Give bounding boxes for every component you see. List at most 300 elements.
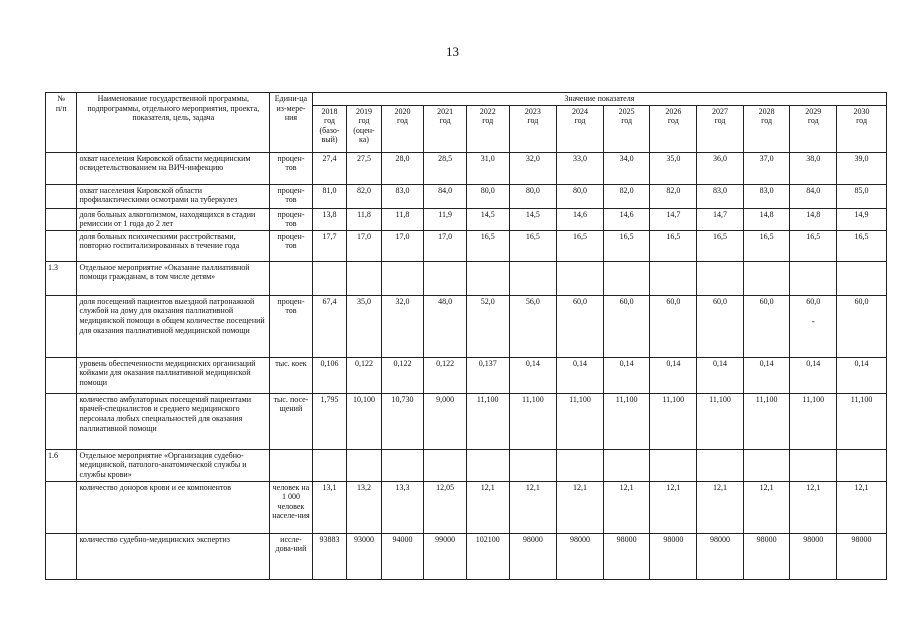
value-cell	[557, 184, 604, 208]
table-row	[46, 393, 887, 449]
value-text: 14,5	[525, 209, 540, 219]
value-text: 0,122	[354, 358, 373, 368]
header-year-value: 2028	[758, 106, 775, 116]
value-cell	[424, 261, 467, 295]
header-year-value: 2022	[479, 106, 496, 116]
value-text: 12,1	[619, 482, 634, 492]
value-cell	[650, 481, 697, 533]
header-year-value: 2027	[711, 106, 728, 116]
value-text: 11,8	[357, 209, 371, 219]
value-text: 83,0	[395, 185, 410, 195]
value-text: 32,0	[525, 153, 540, 163]
value-cell	[466, 230, 509, 261]
header-year	[424, 105, 467, 152]
value-text: 9,000	[436, 394, 455, 404]
value-cell	[381, 481, 424, 533]
value-cell	[312, 295, 346, 357]
value-text: 14,6	[573, 209, 587, 219]
value-cell	[424, 184, 467, 208]
value-text: 12,1	[480, 482, 495, 492]
value-cell	[509, 449, 557, 481]
value-text: 52,0	[480, 296, 495, 306]
value-cell	[790, 393, 837, 449]
value-cell	[650, 208, 697, 230]
value-cell	[424, 208, 467, 230]
unit-cell: человек на 1 000 человек населе-ния	[270, 481, 313, 533]
value-text: 83,0	[712, 185, 727, 195]
value-cell	[837, 533, 887, 579]
value-text: 13,2	[356, 482, 371, 492]
value-text: 48,0	[438, 296, 453, 306]
value-cell	[509, 393, 557, 449]
value-cell	[743, 393, 790, 449]
header-year-suffix: год	[621, 116, 633, 126]
value-cell	[509, 230, 557, 261]
value-cell	[557, 261, 604, 295]
value-cell	[603, 481, 650, 533]
value-text: 33,0	[573, 153, 587, 163]
value-text: 80,0	[480, 185, 495, 195]
value-text: 98000	[522, 534, 543, 544]
header-year-value: 2018	[321, 106, 338, 116]
header-year-suffix: год	[574, 116, 586, 126]
value-cell	[697, 184, 744, 208]
value-cell	[381, 393, 424, 449]
value-cell	[837, 481, 887, 533]
row-number	[46, 393, 77, 449]
value-text: 80,0	[525, 185, 540, 195]
value-text: 93883	[319, 534, 340, 544]
value-text: 31,0	[480, 153, 495, 163]
value-text: 0,14	[759, 358, 774, 368]
value-text: 11,8	[395, 209, 410, 219]
value-cell	[312, 357, 346, 393]
value-text: 28,5	[438, 153, 453, 163]
value-cell	[466, 295, 509, 357]
header-year-value: 2030	[853, 106, 870, 116]
unit-cell: процен-тов	[270, 208, 313, 230]
value-cell	[603, 449, 650, 481]
value-text: 13,3	[395, 482, 410, 492]
value-text: 13,8	[322, 209, 337, 219]
value-cell	[312, 481, 346, 533]
value-cell	[650, 393, 697, 449]
value-text: 98000	[616, 534, 637, 544]
value-text: 12,1	[573, 482, 587, 492]
value-cell	[790, 449, 837, 481]
value-text: 0,14	[619, 358, 634, 368]
header-year	[312, 105, 346, 152]
value-text: 60,0	[759, 296, 774, 306]
value-cell	[603, 393, 650, 449]
indicator-name: Отдельное мероприятие «Оказание паллиативной помощи гражданам, в том числе детям»	[77, 261, 270, 295]
value-cell	[603, 357, 650, 393]
value-cell	[603, 208, 650, 230]
value-text: 38,0	[806, 153, 821, 163]
value-cell	[347, 230, 381, 261]
value-text: 0,14	[573, 358, 587, 368]
value-cell	[697, 208, 744, 230]
row-number: 1.3	[46, 261, 77, 295]
value-cell	[790, 261, 837, 295]
value-cell	[557, 481, 604, 533]
indicator-name: Отдельное мероприятие «Организация судебно-медицинской, патолого-анатомической службы и службы крови»	[77, 449, 270, 481]
value-cell	[603, 184, 650, 208]
value-cell	[697, 152, 744, 184]
value-text: 14,8	[759, 209, 774, 219]
table-row	[46, 152, 887, 184]
value-text: 0,106	[320, 358, 339, 368]
value-cell	[381, 533, 424, 579]
value-cell	[347, 481, 381, 533]
value-cell	[790, 295, 837, 357]
value-text: 0,14	[525, 358, 540, 368]
header-year	[381, 105, 424, 152]
value-text: 0,122	[393, 358, 412, 368]
value-text: 34,0	[619, 153, 634, 163]
value-cell	[312, 449, 346, 481]
header-year	[650, 105, 697, 152]
value-text: 60,0	[619, 296, 634, 306]
value-text: 11,100	[802, 394, 825, 404]
value-cell	[837, 261, 887, 295]
value-cell	[790, 481, 837, 533]
header-year-value: 2021	[437, 106, 454, 116]
unit-cell: тыс. посе-щений	[270, 393, 313, 449]
value-cell	[347, 208, 381, 230]
header-year-suffix: год (базо-вый)	[319, 116, 340, 145]
value-text: 14,9	[854, 209, 869, 219]
row-number	[46, 357, 77, 393]
header-year-suffix: год	[482, 116, 494, 126]
value-cell	[743, 295, 790, 357]
value-text: 10,730	[391, 394, 414, 404]
value-text: 11,100	[615, 394, 638, 404]
header-year	[603, 105, 650, 152]
unit-cell: тыс. коек	[270, 357, 313, 393]
header-year-suffix: год	[439, 116, 451, 126]
table-row	[46, 295, 887, 357]
header-num: № п/п	[46, 93, 77, 153]
value-text: 16,5	[806, 231, 821, 241]
header-year	[466, 105, 509, 152]
value-text: 0,14	[806, 358, 821, 368]
value-cell	[557, 295, 604, 357]
header-year	[557, 105, 604, 152]
value-text: 84,0	[806, 185, 821, 195]
value-cell	[557, 533, 604, 579]
value-text: 16,5	[619, 231, 634, 241]
header-year	[697, 105, 744, 152]
value-text: 17,0	[356, 231, 371, 241]
row-number	[46, 533, 77, 579]
value-cell	[466, 184, 509, 208]
value-cell	[837, 393, 887, 449]
value-cell	[466, 393, 509, 449]
value-cell	[837, 230, 887, 261]
indicator-name: количество судебно-медицинских экспертиз	[77, 533, 270, 579]
indicator-name: количество амбулаторных посещений пациентами врачей-специалистов и среднего медицинского персонала любых специальностей для оказания паллиативной помощи	[77, 393, 270, 449]
value-cell	[312, 533, 346, 579]
value-cell	[347, 393, 381, 449]
value-cell	[424, 449, 467, 481]
value-cell	[347, 152, 381, 184]
value-cell	[381, 230, 424, 261]
value-text: 80,0	[573, 185, 587, 195]
row-number	[46, 295, 77, 357]
value-text: 84,0	[438, 185, 453, 195]
header-year	[509, 105, 557, 152]
value-cell	[424, 481, 467, 533]
value-text: 85,0	[854, 185, 869, 195]
value-cell	[743, 261, 790, 295]
value-text: 67,4	[322, 296, 337, 306]
row-number	[46, 208, 77, 230]
value-cell	[347, 261, 381, 295]
unit-cell: процен-тов	[270, 152, 313, 184]
value-cell	[509, 261, 557, 295]
value-text: 11,100	[662, 394, 685, 404]
value-cell	[697, 261, 744, 295]
value-text: 11,9	[438, 209, 452, 219]
value-text: 14,5	[480, 209, 495, 219]
value-cell	[557, 449, 604, 481]
value-cell	[557, 152, 604, 184]
value-text: 82,0	[666, 185, 681, 195]
header-year-value: 2029	[805, 106, 822, 116]
header-year-value: 2020	[394, 106, 411, 116]
value-cell	[603, 230, 650, 261]
value-cell	[312, 393, 346, 449]
value-cell	[650, 295, 697, 357]
value-cell	[603, 261, 650, 295]
value-cell	[790, 208, 837, 230]
value-text: 12,1	[854, 482, 869, 492]
value-text: 11,100	[521, 394, 544, 404]
value-cell	[312, 261, 346, 295]
value-cell	[650, 152, 697, 184]
indicator-name: охват населения Кировской области профилактическими осмотрами на туберкулез	[77, 184, 270, 208]
indicator-name: уровень обеспеченности медицинских организаций койками для оказания паллиативной медицинской помощи	[77, 357, 270, 393]
value-cell	[790, 184, 837, 208]
value-text: 99000	[435, 534, 456, 544]
value-cell	[650, 449, 697, 481]
header-year-suffix: год (оцен-ка)	[353, 116, 375, 145]
value-text: 17,7	[322, 231, 337, 241]
value-cell	[837, 208, 887, 230]
value-text: 12,1	[759, 482, 774, 492]
indicator-name: охват населения Кировской области медицинским освидетельствованием на ВИЧ-инфекцию	[77, 152, 270, 184]
value-cell	[603, 533, 650, 579]
value-cell	[424, 357, 467, 393]
value-text: 82,0	[356, 185, 371, 195]
value-cell	[650, 184, 697, 208]
indicators-table	[45, 92, 887, 580]
header-year-suffix: год	[714, 116, 726, 126]
value-text: 11,100	[476, 394, 499, 404]
value-cell	[509, 152, 557, 184]
value-cell	[424, 152, 467, 184]
header-values: Значение показателя	[312, 93, 886, 106]
value-cell	[790, 533, 837, 579]
value-cell	[509, 357, 557, 393]
value-cell	[347, 184, 381, 208]
value-cell	[837, 184, 887, 208]
value-text: 27,4	[322, 153, 337, 163]
value-text: 17,0	[438, 231, 453, 241]
header-year-suffix: год	[667, 116, 679, 126]
dash-mark: -	[811, 316, 815, 327]
value-cell	[381, 184, 424, 208]
value-cell	[557, 393, 604, 449]
value-cell	[697, 357, 744, 393]
value-text: 17,0	[395, 231, 410, 241]
value-text: 13,1	[322, 482, 337, 492]
value-cell	[466, 449, 509, 481]
value-text: 11,100	[755, 394, 778, 404]
value-text: 60,0	[806, 296, 821, 306]
value-cell	[312, 208, 346, 230]
value-cell	[312, 184, 346, 208]
value-text: 16,5	[525, 231, 540, 241]
unit-cell: процен-тов	[270, 184, 313, 208]
value-cell	[837, 295, 887, 357]
value-cell	[509, 481, 557, 533]
value-text: 0,137	[478, 358, 497, 368]
value-text: 36,0	[712, 153, 727, 163]
row-number	[46, 152, 77, 184]
value-text: 12,1	[525, 482, 540, 492]
value-cell	[743, 449, 790, 481]
value-text: 28,0	[395, 153, 410, 163]
value-cell	[603, 295, 650, 357]
value-cell	[743, 230, 790, 261]
header-unit: Едини-ца из-мере-ния	[270, 93, 313, 153]
value-text: 98000	[709, 534, 730, 544]
table-row	[46, 357, 887, 393]
header-year	[837, 105, 887, 152]
value-text: 98000	[663, 534, 684, 544]
indicator-name: количество доноров крови и ее компонентов	[77, 481, 270, 533]
header-year	[743, 105, 790, 152]
row-number	[46, 230, 77, 261]
value-cell	[466, 261, 509, 295]
header-year-value: 2025	[618, 106, 635, 116]
value-cell	[743, 357, 790, 393]
row-number	[46, 481, 77, 533]
value-text: 16,5	[759, 231, 774, 241]
value-text: 102100	[475, 534, 500, 544]
value-text: 16,5	[573, 231, 587, 241]
value-text: 60,0	[712, 296, 727, 306]
value-cell	[743, 208, 790, 230]
value-cell	[509, 295, 557, 357]
value-cell	[424, 295, 467, 357]
value-text: 32,0	[395, 296, 410, 306]
indicator-name: доля больных психическими расстройствами, повторно госпитализированных в течение года	[77, 230, 270, 261]
value-cell	[837, 357, 887, 393]
value-cell	[557, 357, 604, 393]
header-year	[347, 105, 381, 152]
value-cell	[312, 230, 346, 261]
value-cell	[424, 230, 467, 261]
value-text: 0,14	[712, 358, 727, 368]
value-cell	[743, 533, 790, 579]
value-text: 98000	[756, 534, 777, 544]
value-cell	[347, 295, 381, 357]
value-text: 39,0	[854, 153, 869, 163]
value-text: 16,5	[854, 231, 869, 241]
value-cell	[650, 261, 697, 295]
header-year-suffix: год	[527, 116, 539, 126]
value-text: 16,5	[712, 231, 727, 241]
value-cell	[466, 152, 509, 184]
value-cell	[697, 230, 744, 261]
value-cell	[743, 481, 790, 533]
value-text: 1,795	[320, 394, 339, 404]
table-row	[46, 230, 887, 261]
value-cell	[557, 208, 604, 230]
value-cell	[381, 152, 424, 184]
value-cell	[381, 449, 424, 481]
value-cell	[347, 357, 381, 393]
value-cell	[557, 230, 604, 261]
value-text: 83,0	[759, 185, 774, 195]
row-number	[46, 184, 77, 208]
value-cell	[743, 184, 790, 208]
value-text: 11,100	[569, 394, 591, 404]
value-text: 14,7	[712, 209, 727, 219]
value-text: 16,5	[666, 231, 681, 241]
table-row	[46, 184, 887, 208]
value-cell	[509, 184, 557, 208]
value-cell	[650, 357, 697, 393]
value-text: 94000	[392, 534, 413, 544]
value-text: 98000	[851, 534, 872, 544]
value-text: 14,7	[666, 209, 681, 219]
unit-cell: процен-тов	[270, 230, 313, 261]
value-text: 12,1	[806, 482, 821, 492]
value-text: 82,0	[619, 185, 634, 195]
header-year-value: 2023	[524, 106, 541, 116]
value-cell	[424, 533, 467, 579]
value-text: 0,14	[666, 358, 681, 368]
value-text: 60,0	[666, 296, 681, 306]
value-text: 35,0	[356, 296, 371, 306]
value-text: 14,6	[619, 209, 634, 219]
table-row	[46, 533, 887, 579]
header-year-value: 2026	[665, 106, 682, 116]
value-cell	[466, 481, 509, 533]
value-cell	[466, 208, 509, 230]
value-text: 98000	[570, 534, 590, 544]
header-year-value: 2024	[572, 106, 588, 116]
value-cell	[381, 357, 424, 393]
value-cell	[650, 533, 697, 579]
value-text: 98000	[803, 534, 824, 544]
unit-cell	[270, 449, 313, 481]
section-row	[46, 261, 887, 295]
header-year-value: 2019	[355, 106, 372, 116]
value-cell	[312, 152, 346, 184]
table-row	[46, 208, 887, 230]
page-number: 13	[446, 44, 459, 59]
value-cell	[424, 393, 467, 449]
value-text: 12,1	[712, 482, 727, 492]
value-text: 81,0	[322, 185, 337, 195]
value-cell	[790, 357, 837, 393]
value-cell	[697, 449, 744, 481]
